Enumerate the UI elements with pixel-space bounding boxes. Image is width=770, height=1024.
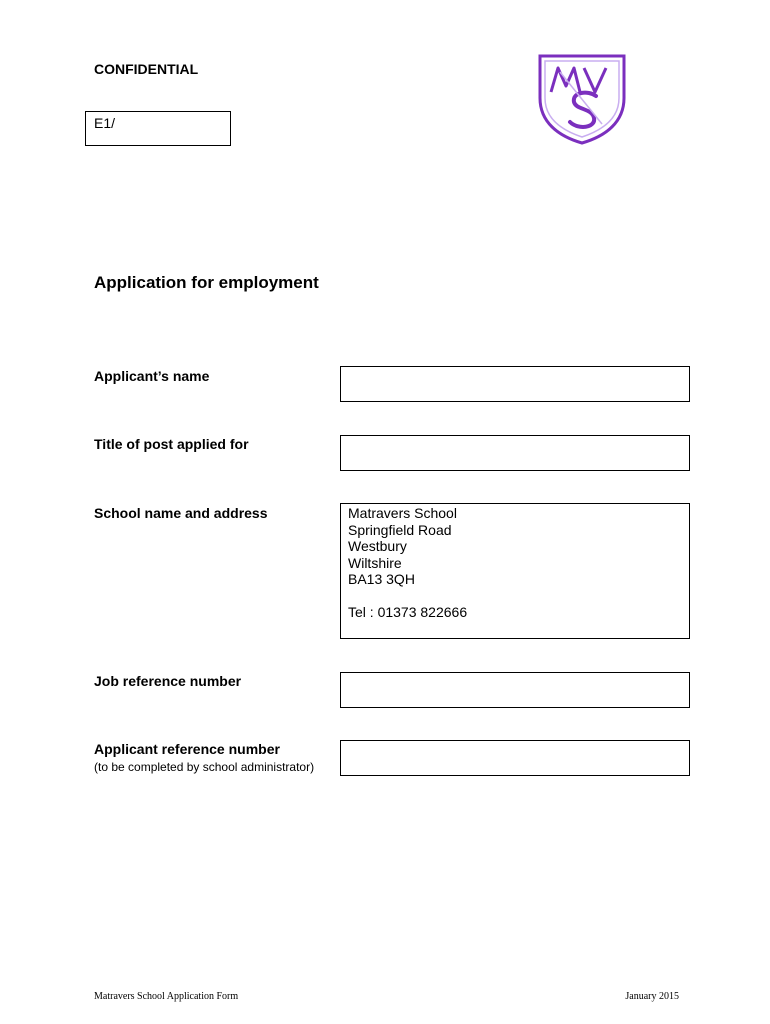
address-line: Springfield Road xyxy=(348,521,452,538)
reference-box-text: E1/ xyxy=(94,115,116,131)
school-address-label: School name and address xyxy=(94,505,268,521)
confidential-label: CONFIDENTIAL xyxy=(94,61,199,77)
footer-left: Matravers School Application Form xyxy=(94,991,239,1002)
school-crest-icon xyxy=(536,52,628,146)
applicant-reference-label: Applicant reference number xyxy=(94,741,280,757)
address-line: Matravers School xyxy=(348,505,457,521)
address-line: Westbury xyxy=(348,538,407,554)
school-telephone: Tel : 01373 822666 xyxy=(348,604,468,620)
applicant-reference-sublabel: (to be completed by school administrator) xyxy=(94,760,315,774)
applicant-name-label: Applicant’s name xyxy=(94,368,210,384)
post-title-field[interactable] xyxy=(340,435,690,471)
footer-right: January 2015 xyxy=(625,991,679,1002)
job-reference-field[interactable] xyxy=(340,672,690,708)
address-line: Wiltshire xyxy=(348,554,402,571)
reference-box xyxy=(85,111,231,146)
job-reference-label: Job reference number xyxy=(94,673,242,689)
applicant-reference-field[interactable] xyxy=(340,740,690,776)
address-line: BA13 3QH xyxy=(348,571,415,587)
school-address-lines xyxy=(348,505,467,621)
post-title-label: Title of post applied for xyxy=(94,436,249,452)
school-address-box xyxy=(340,503,690,639)
applicant-name-field[interactable] xyxy=(340,366,690,402)
page-title: Application for employment xyxy=(94,273,319,292)
